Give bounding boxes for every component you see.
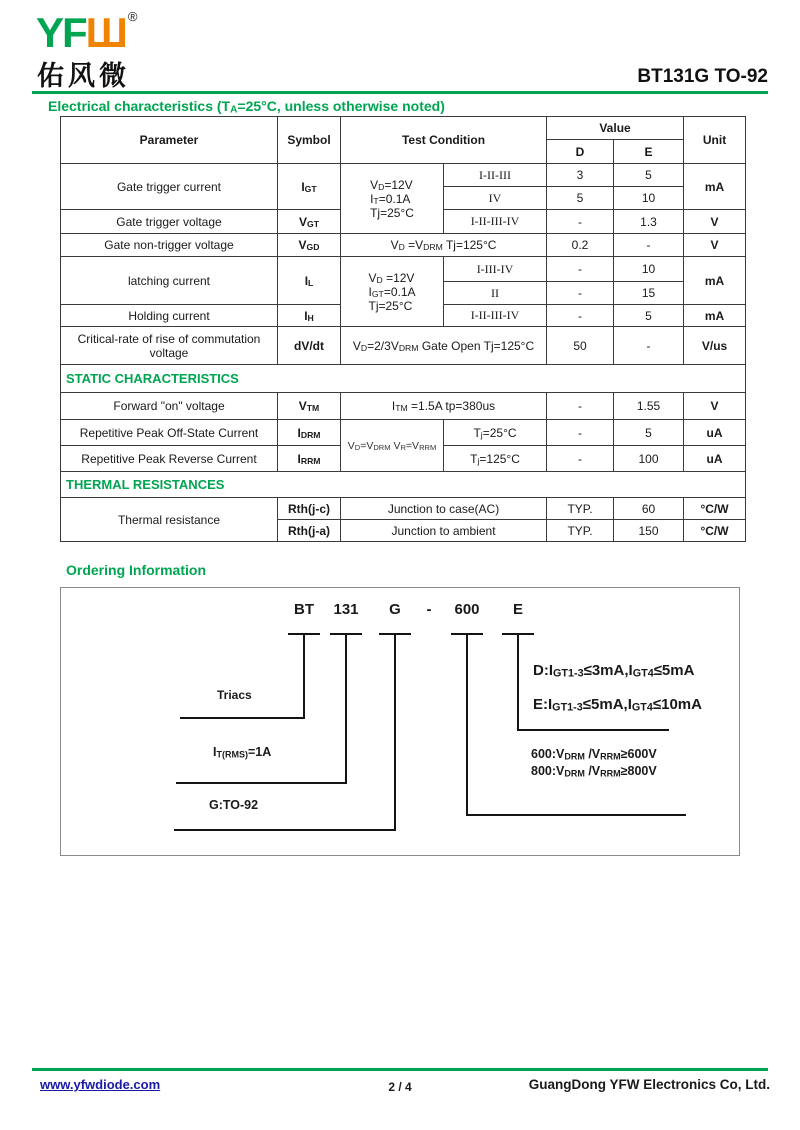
diagram-connector-line	[466, 633, 468, 816]
value-e-cell: 5	[614, 164, 684, 187]
symbol-cell: $I_{GT}$	[278, 164, 341, 210]
value-e-cell: 1.3	[614, 210, 684, 234]
unit-cell: V	[684, 393, 746, 420]
table-row	[61, 393, 746, 420]
section-title: STATIC CHARACTERISTICS	[61, 365, 746, 393]
value-e-cell: 1.55	[614, 393, 684, 420]
symbol-cell: Rth(j-c)	[278, 498, 341, 520]
ordering-information-heading: Ordering Information	[66, 562, 206, 578]
unit-cell: mA	[684, 164, 746, 210]
unit-cell: V	[684, 210, 746, 234]
value-e-cell: -	[614, 327, 684, 365]
diagram-connector-line	[517, 633, 519, 731]
symbol-cell: $I_{RRM}$	[278, 446, 341, 472]
unit-cell: °C/W	[684, 498, 746, 520]
condition-cell: $I_{TM} =1.5A$ tp=380us	[341, 393, 547, 420]
symbol-cell: $I_{DRM}$	[278, 420, 341, 446]
condition-cell: Junction to ambient	[341, 520, 547, 542]
diagram-connector-line	[176, 782, 347, 784]
website-link[interactable]: www.yfwdiode.com	[40, 1077, 161, 1092]
section-title: THERMAL RESISTANCES	[61, 472, 746, 498]
value-e-cell: 60	[614, 498, 684, 520]
condition-cell: $V_D=2/3V_{DRM}$ Gate Open Tj=125°C	[341, 327, 547, 365]
col-header-parameter: Parameter	[61, 117, 278, 164]
param-cell: Forward "on" voltage	[61, 393, 278, 420]
diagram-connector-line	[394, 633, 396, 831]
page-number: 2 / 4	[388, 1080, 412, 1094]
param-cell: Gate trigger current	[61, 164, 278, 210]
page-title: BT131G TO-92	[637, 66, 768, 87]
param-cell: Critical-rate of rise of commutation voltage	[61, 327, 278, 365]
label-rms-current: $I_{T(RMS)}=1A$	[213, 745, 272, 760]
symbol-cell: Rth(j-a)	[278, 520, 341, 542]
value-d-cell: 0.2	[547, 234, 614, 257]
quadrant-cell: II	[444, 282, 547, 305]
table-row	[61, 420, 746, 446]
label-gate-class-e: $E:I_{GT1-3}\le 5mA,I_{GT4}\le 10mA$	[533, 696, 702, 714]
table-row	[61, 498, 746, 520]
symbol-cell: $V_{TM}$	[278, 393, 341, 420]
code-part-dash: -	[426, 601, 432, 618]
condition-cell: $V_D=12V$ $I_T=0.1A$ Tj=25°C	[341, 164, 444, 234]
electrical-characteristics-heading: Electrical characteristics ($T_A=25^\circ C$, unless otherwise noted)	[48, 98, 445, 116]
label-voltage-600: $600:V_{DRM}$ $/V_{RRM}\ge 600V$	[531, 747, 657, 762]
registered-mark-icon: ®	[127, 9, 138, 24]
col-header-value: Value	[547, 117, 684, 140]
param-cell: Gate trigger voltage	[61, 210, 278, 234]
table-header-row	[61, 117, 746, 140]
code-part-600: 600	[454, 601, 480, 618]
unit-cell: V	[684, 234, 746, 257]
condition-cell: Junction to case(AC)	[341, 498, 547, 520]
col-header-e: E	[614, 140, 684, 164]
param-cell: Repetitive Peak Off-State Current	[61, 420, 278, 446]
logo-chinese-name: 佑风微	[37, 61, 130, 91]
sub-condition-cell: $T_j=25^\circ C$	[444, 420, 547, 446]
value-e-cell: 5	[614, 420, 684, 446]
diagram-connector-line	[174, 829, 396, 831]
unit-cell: mA	[684, 257, 746, 305]
company-name: GuangDong YFW Electronics Co, Ltd.	[528, 1077, 770, 1092]
value-e-cell: 5	[614, 305, 684, 327]
symbol-cell: $V_{GD}$	[278, 234, 341, 257]
quadrant-cell: I-II-III-IV	[444, 210, 547, 234]
col-header-test-condition: Test Condition	[341, 117, 547, 164]
table-row	[61, 164, 746, 187]
header-rule	[32, 91, 768, 94]
typ-cell: TYP.	[547, 498, 614, 520]
diagram-connector-line	[345, 633, 347, 784]
yfw-logo	[36, 10, 137, 54]
symbol-cell: dV/dt	[278, 327, 341, 365]
section-row-thermal	[61, 472, 746, 498]
footer-rule	[32, 1068, 768, 1071]
value-e-cell: 100	[614, 446, 684, 472]
code-part-bt: BT	[294, 601, 314, 618]
value-d-cell: -	[547, 210, 614, 234]
diagram-connector-line	[517, 729, 669, 731]
value-e-cell: -	[614, 234, 684, 257]
code-part-131: 131	[333, 601, 359, 618]
logo-text-orange: Ш	[85, 9, 126, 56]
ordering-diagram	[60, 587, 740, 856]
value-d-cell: -	[547, 393, 614, 420]
value-d-cell: -	[547, 446, 614, 472]
quadrant-cell: I-III-IV	[444, 257, 547, 282]
code-part-e: E	[512, 601, 524, 618]
unit-cell: °C/W	[684, 520, 746, 542]
table-row	[61, 327, 746, 365]
param-cell: Repetitive Peak Reverse Current	[61, 446, 278, 472]
label-voltage-800: $800:V_{DRM}$ $/V_{RRM}\ge 800V$	[531, 764, 657, 779]
value-e-cell: 150	[614, 520, 684, 542]
condition-cell: $V_D=V_{DRM}$ $V_R=V_{RRM}$	[341, 420, 444, 472]
table-row	[61, 234, 746, 257]
code-part-g: G	[389, 601, 401, 618]
condition-cell: $V_D =12V$ $I_{GT}=0.1A$ Tj=25°C	[341, 257, 444, 327]
diagram-connector-line	[180, 717, 305, 719]
symbol-cell: $I_H$	[278, 305, 341, 327]
condition-cell: $V_D =V_{DRM}$ Tj=125°C	[341, 234, 547, 257]
param-cell: Thermal resistance	[61, 498, 278, 542]
value-e-cell: 10	[614, 187, 684, 210]
symbol-cell: $I_L$	[278, 257, 341, 305]
value-d-cell: 3	[547, 164, 614, 187]
value-e-cell: 10	[614, 257, 684, 282]
col-header-unit: Unit	[684, 117, 746, 164]
label-triacs: Triacs	[217, 688, 252, 702]
value-d-cell: -	[547, 305, 614, 327]
param-cell: Holding current	[61, 305, 278, 327]
electrical-characteristics-table	[60, 116, 746, 542]
diagram-connector-line	[303, 633, 305, 719]
value-e-cell: 15	[614, 282, 684, 305]
typ-cell: TYP.	[547, 520, 614, 542]
unit-cell: mA	[684, 305, 746, 327]
symbol-cell: $V_{GT}$	[278, 210, 341, 234]
value-d-cell: 50	[547, 327, 614, 365]
value-d-cell: -	[547, 257, 614, 282]
quadrant-cell: I-II-III-IV	[444, 305, 547, 327]
label-package: G:TO-92	[209, 798, 259, 812]
unit-cell: uA	[684, 446, 746, 472]
param-cell: latching current	[61, 257, 278, 305]
col-header-d: D	[547, 140, 614, 164]
value-d-cell: 5	[547, 187, 614, 210]
unit-cell: uA	[684, 420, 746, 446]
logo-text-green: YF	[36, 9, 86, 56]
diagram-connector-line	[466, 814, 686, 816]
col-header-symbol: Symbol	[278, 117, 341, 164]
value-d-cell: -	[547, 282, 614, 305]
sub-condition-cell: $T_j=125^\circ C$	[444, 446, 547, 472]
label-gate-class-d: $D:I_{GT1-3}\le 3mA,I_{GT4}\le 5mA$	[533, 662, 695, 680]
param-cell: Gate non-trigger voltage	[61, 234, 278, 257]
unit-cell: V/us	[684, 327, 746, 365]
section-row-static	[61, 365, 746, 393]
value-d-cell: -	[547, 420, 614, 446]
quadrant-cell: IV	[444, 187, 547, 210]
quadrant-cell: I-II-III	[444, 164, 547, 187]
table-row	[61, 257, 746, 282]
